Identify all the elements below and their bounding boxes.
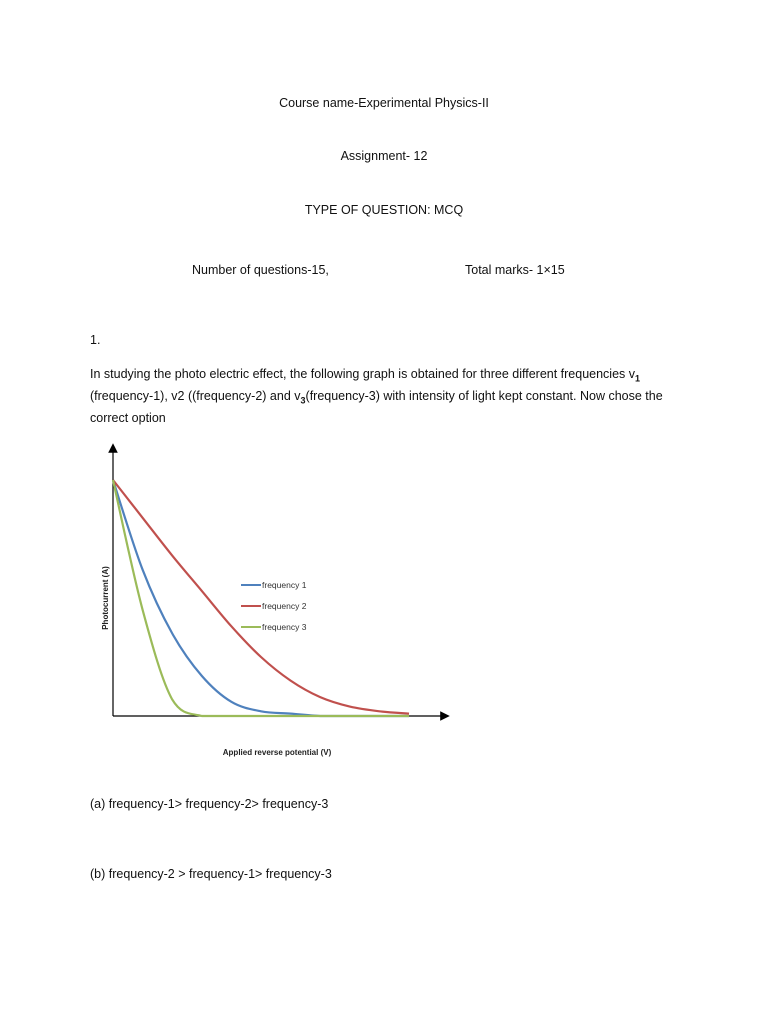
x-axis-label: Applied reverse potential (V) [222, 748, 332, 757]
series-line-2 [113, 480, 409, 714]
legend-label-2: frequency 2 [262, 601, 307, 611]
question-type: TYPE OF QUESTION: MCQ [304, 203, 464, 217]
question-text [90, 363, 690, 429]
total-marks: Total marks- 1×15 [465, 263, 565, 277]
photocurrent-chart [95, 440, 455, 765]
subscript-3: 3 [300, 395, 306, 406]
subscript-1: 1 [635, 373, 641, 384]
legend-label-3: frequency 3 [262, 622, 307, 632]
legend-label-1: frequency 1 [262, 580, 307, 590]
question-text-part1: In studying the photo electric effect, the following graph is obtained for three different frequencies v [90, 367, 636, 381]
option-a[interactable]: (a) frequency-1> frequency-2> frequency-3 [90, 797, 329, 811]
question-number: 1. [90, 333, 101, 347]
series-line-1 [113, 480, 409, 716]
assignment-title: Assignment- 12 [340, 149, 428, 163]
option-b[interactable]: (b) frequency-2 > frequency-1> frequency-3 [90, 867, 332, 881]
course-name: Course name-Experimental Physics-II [279, 96, 489, 110]
question-text-part3: (frequency-3) with intensity of light kept constant. Now chose the correct option [90, 389, 663, 425]
y-axis-label: Photocurrent (A) [101, 566, 110, 630]
series-line-3 [113, 480, 409, 716]
question-text-part2: (frequency-1), v2 ((frequency-2) and v [90, 389, 301, 403]
number-of-questions: Number of questions-15, [192, 263, 329, 277]
